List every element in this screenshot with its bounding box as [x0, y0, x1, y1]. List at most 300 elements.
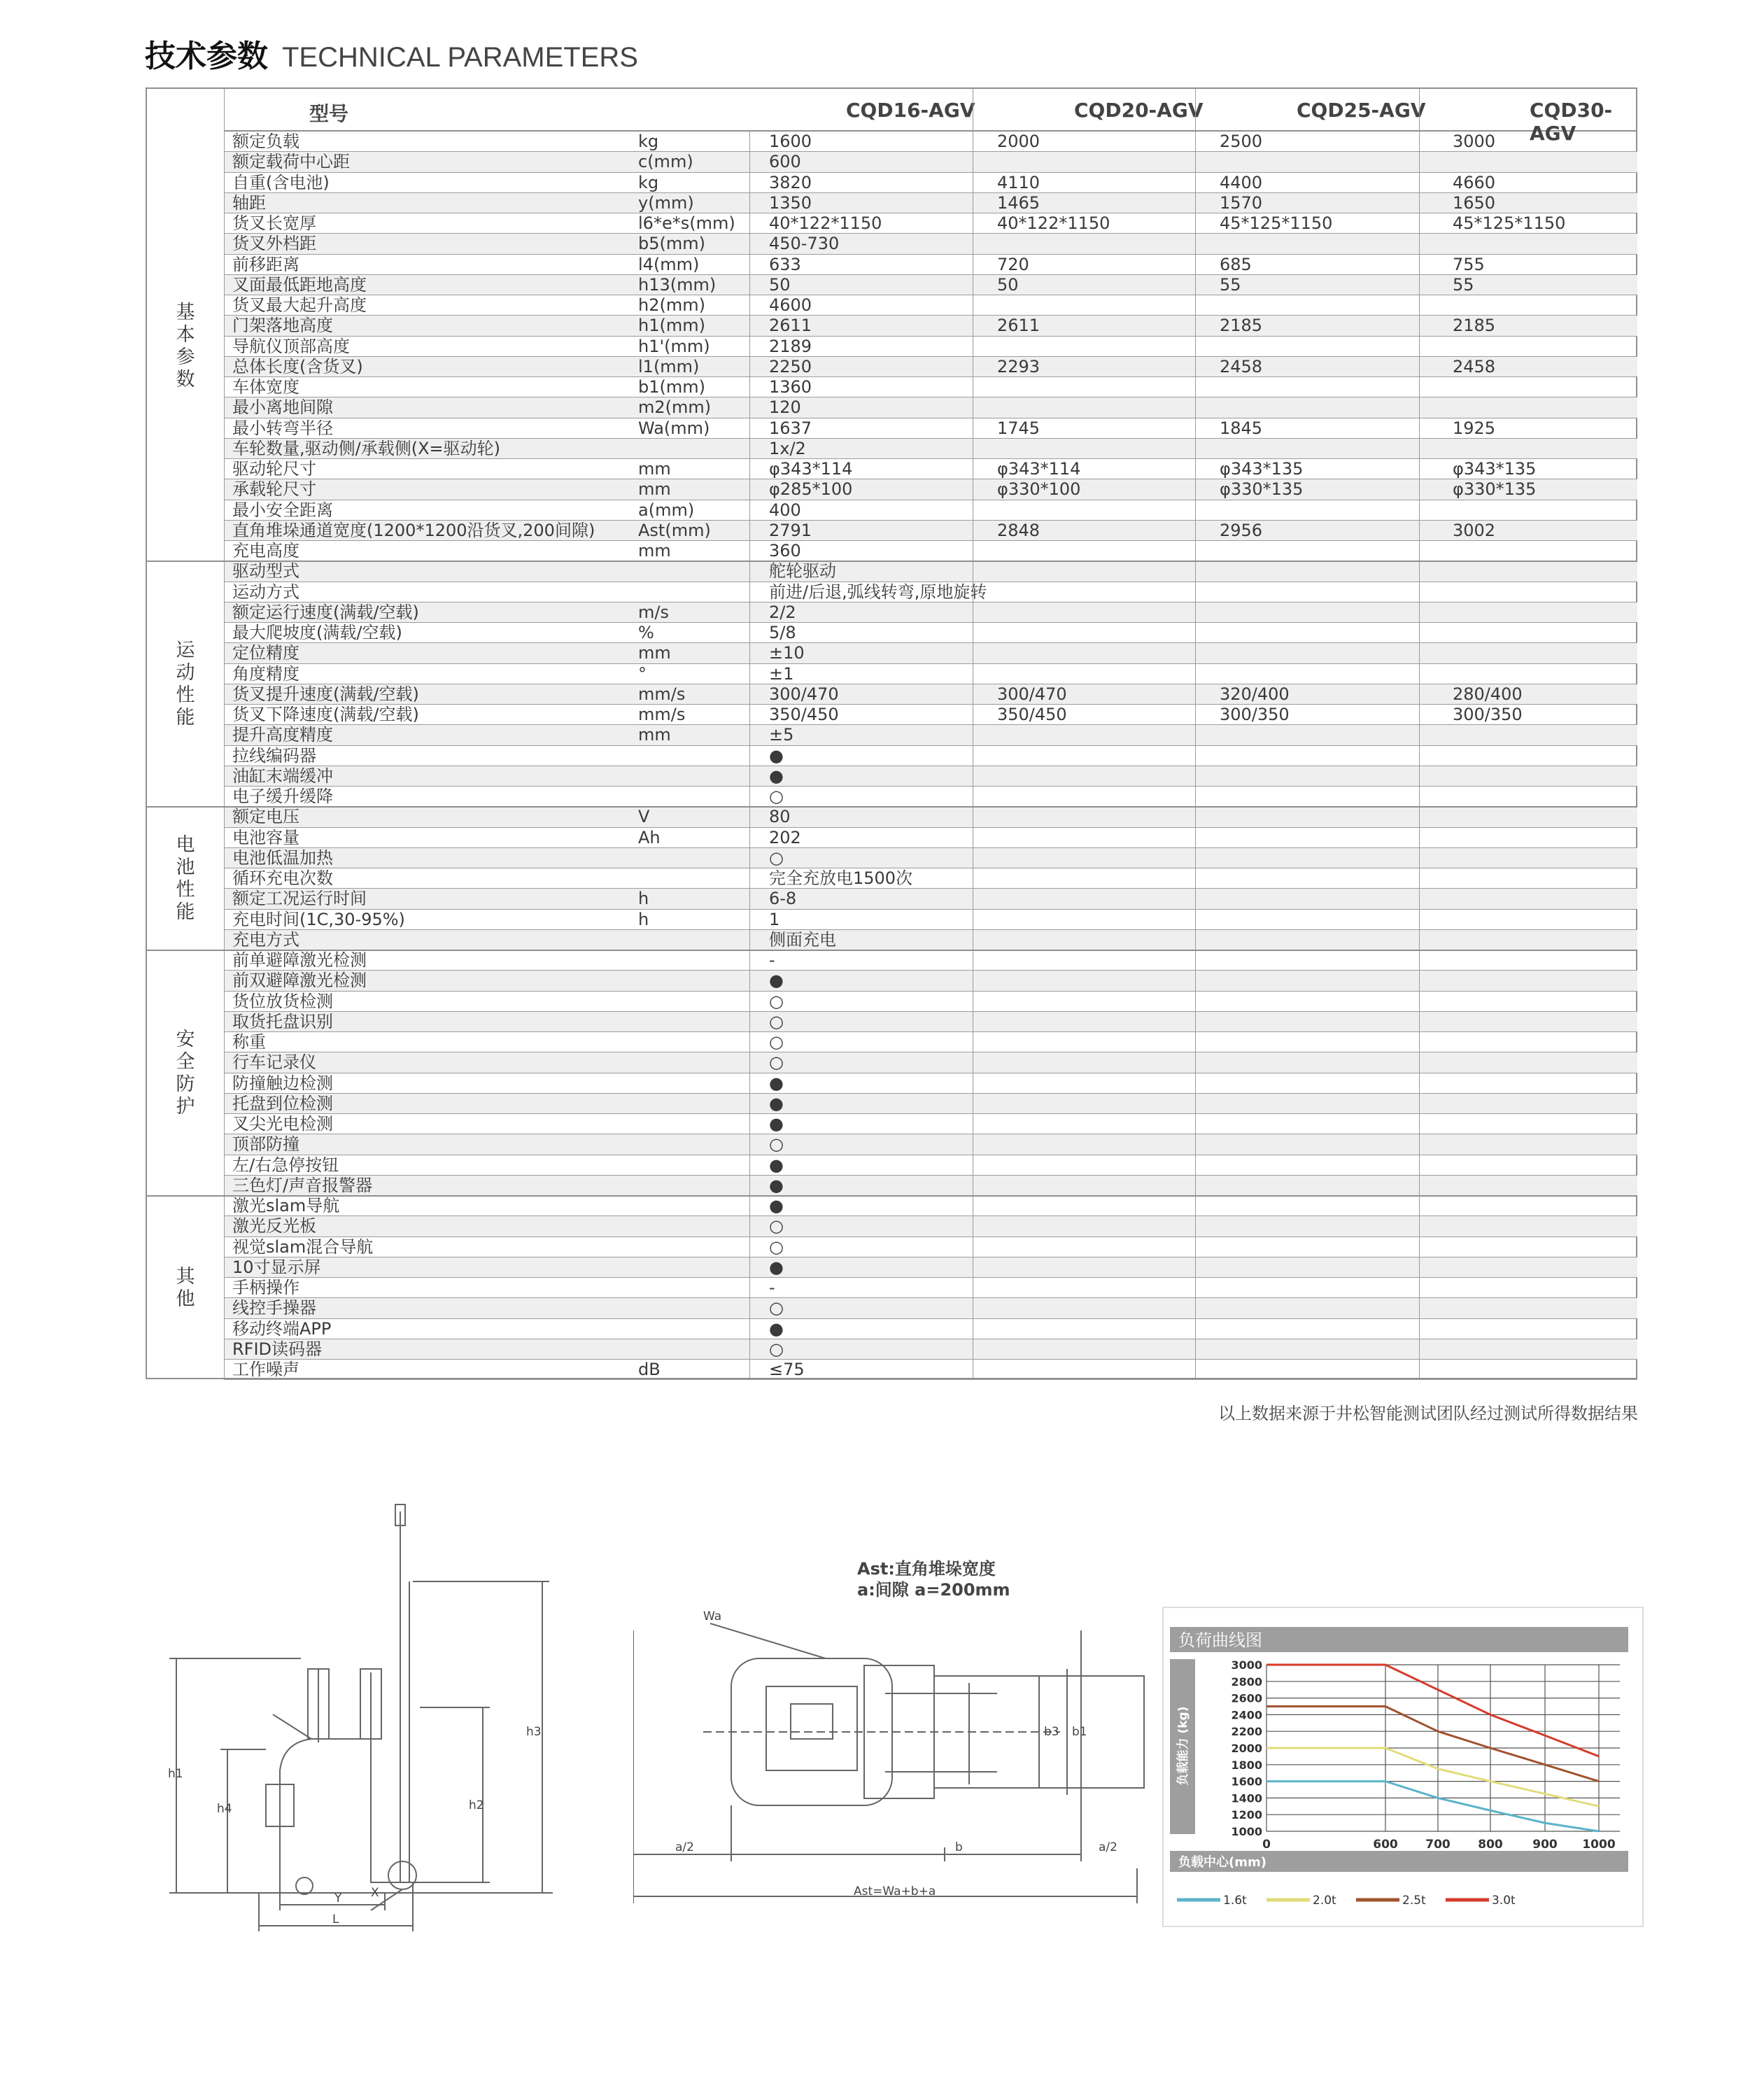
- param-value: 2189: [769, 336, 812, 356]
- param-name: 电池低温加热: [232, 847, 333, 868]
- param-value: 2611: [769, 316, 812, 336]
- section-label: [147, 132, 224, 561]
- param-unit: h2(mm): [638, 295, 705, 315]
- table-row: [224, 868, 1637, 889]
- table-row: [224, 500, 1637, 521]
- header-model-1: CQD16-AGV: [846, 99, 975, 122]
- param-unit: b5(mm): [638, 234, 705, 254]
- y-tick-label: 2200: [1231, 1725, 1262, 1739]
- x-tick-label: 900: [1532, 1838, 1558, 1852]
- table-row: [224, 1155, 1637, 1176]
- table-row: [224, 234, 1637, 254]
- param-name: 提升高度精度: [232, 725, 333, 745]
- table-row: [224, 950, 1637, 971]
- param-value: 1745: [997, 418, 1040, 438]
- page-title: [145, 31, 638, 76]
- param-value: 1925: [1453, 418, 1496, 438]
- table-row: [224, 295, 1637, 316]
- table-row: [224, 1319, 1637, 1339]
- table-row: [224, 173, 1637, 193]
- param-name: 车轮数量,驱动侧/承载侧(X=驱动轮): [232, 438, 500, 458]
- table-row: [224, 561, 1637, 582]
- param-value: 2791: [769, 520, 812, 540]
- param-value: ○: [769, 787, 784, 806]
- param-unit: mm: [638, 479, 671, 500]
- param-value: 侧面充电: [769, 929, 836, 950]
- param-name: 线控手操器: [232, 1298, 316, 1318]
- table-row: [224, 439, 1637, 459]
- param-value: 40*122*1150: [997, 213, 1110, 233]
- param-value: 320/400: [1220, 684, 1290, 704]
- param-value: 1350: [769, 192, 812, 213]
- param-name: 货叉最大起升高度: [232, 295, 367, 315]
- param-name: 定位精度: [232, 643, 299, 663]
- header-model-4: CQD30-AGV: [1530, 99, 1613, 145]
- param-value: φ330*135: [1220, 479, 1304, 500]
- section-label: [147, 1196, 224, 1380]
- param-name: 防撞触边检测: [232, 1073, 333, 1093]
- section-divider: [147, 950, 1637, 951]
- param-value: ●: [769, 1175, 784, 1195]
- table-row: [224, 255, 1637, 275]
- param-value: 2185: [1453, 316, 1496, 336]
- table-row: [224, 725, 1637, 745]
- header-model-3: CQD25-AGV: [1297, 99, 1426, 122]
- table-row: [224, 787, 1637, 807]
- table-row: [224, 766, 1637, 787]
- param-name: 充电时间(1C,30-95%): [232, 909, 405, 929]
- param-value: 2458: [1220, 356, 1263, 376]
- param-unit: Wa(mm): [638, 418, 710, 438]
- param-name: 电池容量: [232, 827, 299, 847]
- param-name: 货叉提升速度(满载/空载): [232, 684, 419, 704]
- param-name: 最大爬坡度(满载/空载): [232, 623, 402, 642]
- param-unit: a(mm): [638, 500, 695, 520]
- param-unit: c(mm): [638, 152, 693, 172]
- table-row: [224, 705, 1637, 725]
- param-name: 称重: [232, 1032, 266, 1052]
- param-value: 4660: [1453, 172, 1496, 192]
- param-name: 激光slam导航: [232, 1196, 340, 1215]
- table-row: [224, 643, 1637, 663]
- param-name: 叉尖光电检测: [232, 1114, 333, 1134]
- top-view-title: Ast:直角堆垛宽度: [857, 1559, 996, 1579]
- table-row: [224, 889, 1637, 909]
- section-divider: [147, 561, 1637, 562]
- param-value: 1: [769, 909, 780, 929]
- param-value: 280/400: [1453, 684, 1523, 704]
- param-name: 油缸末端缓冲: [232, 766, 333, 786]
- top-view-drawing: [633, 1553, 1165, 1917]
- param-name: 驱动轮尺寸: [232, 459, 316, 479]
- title-en: TECHNICAL PARAMETERS: [282, 42, 638, 73]
- section-label-text: 安全防护: [176, 1028, 195, 1118]
- param-value: 350/450: [769, 705, 839, 724]
- param-name: 额定运行速度(满载/空载): [232, 602, 419, 622]
- param-unit: Ah: [638, 827, 661, 847]
- label-a-half-left: a/2: [675, 1840, 694, 1854]
- label-h4: h4: [217, 1802, 232, 1816]
- table-row: [224, 746, 1637, 766]
- table-row: [224, 1298, 1637, 1318]
- param-name: 取货托盘识别: [232, 1011, 333, 1031]
- table-row: [224, 1360, 1637, 1380]
- table-row: [224, 1196, 1637, 1216]
- y-tick-label: 2400: [1231, 1708, 1262, 1722]
- param-value: φ343*135: [1220, 459, 1304, 479]
- param-unit: kg: [638, 132, 659, 151]
- param-name: 货叉长宽厚: [232, 213, 316, 233]
- x-tick-label: 0: [1262, 1838, 1271, 1852]
- section-label-text: 电池性能: [176, 833, 195, 923]
- param-name: 总体长度(含货叉): [232, 356, 363, 376]
- section-label: [147, 807, 224, 950]
- table-row: [224, 479, 1637, 500]
- section-label: [147, 561, 224, 807]
- param-value: 2000: [997, 132, 1040, 151]
- param-value: 50: [997, 274, 1019, 295]
- param-value: -: [769, 950, 775, 970]
- table-row: [224, 1257, 1637, 1278]
- param-value: 4110: [997, 172, 1040, 192]
- table-row: [224, 1073, 1637, 1094]
- param-unit: h1(mm): [638, 316, 705, 336]
- table-row: [224, 582, 1637, 602]
- table-row: [224, 1278, 1637, 1298]
- param-name: 激光反光板: [232, 1216, 316, 1236]
- param-name: 移动终端APP: [232, 1318, 332, 1339]
- section-divider: [147, 806, 1637, 808]
- table-row: [224, 459, 1637, 479]
- table-row: [224, 275, 1637, 295]
- param-name: 额定电压: [232, 807, 299, 827]
- param-value: ○: [769, 847, 784, 868]
- param-name: 最小转弯半径: [232, 418, 333, 438]
- table-row: [224, 1134, 1637, 1155]
- param-name: 车体宽度: [232, 377, 299, 397]
- section-label-text: 运动性能: [176, 639, 195, 728]
- param-value: 1360: [769, 377, 812, 397]
- param-value: ●: [769, 1318, 784, 1339]
- table-row: [224, 377, 1637, 397]
- param-name: 货叉下降速度(满载/空载): [232, 705, 419, 724]
- param-value: 720: [997, 254, 1029, 274]
- table-row: [224, 930, 1637, 950]
- param-value: 2293: [997, 356, 1040, 376]
- label-h2: h2: [469, 1798, 484, 1812]
- param-name: 货叉外档距: [232, 234, 316, 254]
- table-row: [224, 1012, 1637, 1032]
- x-tick-label: 700: [1425, 1838, 1451, 1852]
- title-zh: 技术参数: [145, 38, 268, 74]
- param-name: 运动方式: [232, 582, 299, 602]
- param-name: 前单避障激光检测: [232, 950, 367, 970]
- param-value: φ330*100: [997, 479, 1081, 500]
- y-tick-label: 2800: [1231, 1675, 1262, 1689]
- top-view-subtitle: a:间隙 a=200mm: [857, 1580, 1010, 1600]
- param-name: 最小安全距离: [232, 500, 333, 520]
- param-value: ●: [769, 971, 784, 991]
- section-divider: [147, 1195, 1637, 1197]
- param-unit: b1(mm): [638, 377, 705, 397]
- divider: [749, 132, 750, 1378]
- param-value: 350/450: [997, 705, 1067, 724]
- param-value: ●: [769, 1196, 784, 1215]
- param-value: ○: [769, 1032, 784, 1052]
- param-value: 360: [769, 541, 801, 561]
- param-unit: V: [638, 807, 650, 827]
- param-value: 80: [769, 807, 791, 827]
- param-name: 托盘到位检测: [232, 1093, 333, 1113]
- table-row: [224, 1094, 1637, 1114]
- param-value: ●: [769, 1073, 784, 1093]
- y-tick-label: 1600: [1231, 1775, 1262, 1789]
- param-value: 55: [1453, 274, 1474, 295]
- param-name: 手柄操作: [232, 1278, 299, 1297]
- param-value: 1600: [769, 132, 812, 151]
- param-value: ○: [769, 1236, 784, 1257]
- table-row: [224, 1052, 1637, 1073]
- param-value: 600: [769, 152, 801, 172]
- table-row: [224, 397, 1637, 418]
- legend-label: 2.5t: [1402, 1894, 1426, 1908]
- param-name: RFID读码器: [232, 1339, 323, 1359]
- label-y: Y: [334, 1891, 342, 1905]
- param-name: 顶部防撞: [232, 1134, 299, 1155]
- label-h3: h3: [526, 1725, 542, 1739]
- param-value: φ285*100: [769, 479, 853, 500]
- param-name: 拉线编码器: [232, 745, 316, 766]
- table-row: [224, 521, 1637, 541]
- param-unit: l4(mm): [638, 254, 700, 274]
- param-name: 承载轮尺寸: [232, 479, 316, 500]
- table-row: [224, 213, 1637, 234]
- table-row: [224, 971, 1637, 991]
- section-label-text: 基本参数: [176, 302, 195, 391]
- param-name: 电子缓升缓降: [232, 787, 333, 806]
- x-tick-label: 800: [1478, 1838, 1503, 1852]
- section-label-text: 其他: [176, 1265, 195, 1310]
- header-model-2: CQD20-AGV: [1074, 99, 1204, 122]
- param-value: ●: [769, 1257, 784, 1277]
- param-name: 驱动型式: [232, 561, 299, 582]
- label-b1: b1: [1072, 1725, 1087, 1739]
- param-value: ●: [769, 766, 784, 786]
- legend-label: 1.6t: [1223, 1894, 1247, 1908]
- data-source-note: 以上数据来源于井松智能测试团队经过测试所得数据结果: [1218, 1404, 1638, 1423]
- table-row: [224, 1216, 1637, 1236]
- label-h1: h1: [168, 1767, 183, 1781]
- divider: [224, 89, 225, 1378]
- y-tick-label: 2000: [1231, 1742, 1262, 1755]
- divider: [1419, 89, 1420, 1378]
- label-ast: Ast=Wa+b+a: [854, 1884, 936, 1898]
- param-value: 1570: [1220, 192, 1263, 213]
- param-value: 300/470: [997, 684, 1067, 704]
- table-row: [224, 910, 1637, 930]
- table-row: [224, 357, 1637, 377]
- param-name: 额定工况运行时间: [232, 889, 367, 909]
- table-row: [224, 1114, 1637, 1134]
- param-value: 3000: [1453, 132, 1496, 151]
- param-name: 充电方式: [232, 929, 299, 950]
- param-unit: kg: [638, 172, 659, 192]
- param-value: φ343*135: [1453, 459, 1537, 479]
- param-name: 工作噪声: [232, 1360, 299, 1379]
- spec-table: [146, 87, 1637, 1379]
- param-value: 5/8: [769, 623, 796, 642]
- param-unit: h13(mm): [638, 274, 717, 295]
- param-unit: h1'(mm): [638, 336, 710, 356]
- param-value: 300/470: [769, 684, 839, 704]
- param-value: 3820: [769, 172, 812, 192]
- param-unit: mm/s: [638, 705, 686, 724]
- param-value: 3002: [1453, 520, 1496, 540]
- table-row: [224, 132, 1637, 152]
- y-tick-label: 1200: [1231, 1808, 1262, 1822]
- param-unit: mm/s: [638, 684, 686, 704]
- table-row: [224, 1339, 1637, 1360]
- label-l: L: [332, 1912, 339, 1926]
- y-tick-label: 2600: [1231, 1691, 1262, 1705]
- y-tick-label: 1800: [1231, 1758, 1262, 1772]
- x-tick-label: 600: [1373, 1838, 1398, 1852]
- table-row: [224, 1032, 1637, 1052]
- param-value: ○: [769, 1339, 784, 1359]
- table-row: [224, 828, 1637, 848]
- param-unit: mm: [638, 541, 671, 561]
- legend-label: 2.0t: [1313, 1894, 1336, 1908]
- param-name: 前移距离: [232, 254, 299, 274]
- param-value: φ343*114: [769, 459, 853, 479]
- param-value: ○: [769, 1011, 784, 1031]
- param-value: ±5: [769, 725, 794, 745]
- param-value: 2/2: [769, 602, 796, 622]
- param-value: 4400: [1220, 172, 1263, 192]
- param-value: 前进/后退,弧线转弯,原地旋转: [769, 582, 987, 602]
- section-label: [147, 950, 224, 1196]
- param-value: ≤75: [769, 1360, 805, 1379]
- param-value: 202: [769, 827, 801, 847]
- load-curve-chart: [1162, 1606, 1644, 1928]
- table-row: [224, 418, 1637, 439]
- param-value: 1465: [997, 192, 1040, 213]
- param-value: 2458: [1453, 356, 1496, 376]
- param-value: ○: [769, 1052, 784, 1073]
- table-row: [224, 337, 1637, 357]
- param-value: ○: [769, 1134, 784, 1155]
- label-wa: Wa: [703, 1609, 722, 1623]
- param-value: 舵轮驱动: [769, 561, 836, 582]
- param-unit: h: [638, 889, 649, 909]
- param-unit: mm: [638, 725, 671, 745]
- x-tick-label: 1000: [1582, 1838, 1616, 1852]
- param-value: 300/350: [1453, 705, 1523, 724]
- param-value: 1650: [1453, 192, 1496, 213]
- y-axis-label: 负载能力 (kg): [1176, 1706, 1190, 1786]
- param-unit: l6*e*s(mm): [638, 213, 735, 233]
- side-view-drawing: [161, 1498, 560, 1952]
- table-row: [224, 684, 1637, 705]
- param-value: 2250: [769, 356, 812, 376]
- label-x: X: [371, 1886, 379, 1900]
- param-name: 门架落地高度: [232, 316, 333, 336]
- param-value: ○: [769, 991, 784, 1011]
- param-name: 10寸显示屏: [232, 1257, 321, 1277]
- table-row: [224, 807, 1637, 827]
- param-value: 1637: [769, 418, 812, 438]
- param-unit: m2(mm): [638, 397, 712, 418]
- table-row: [224, 193, 1637, 213]
- param-unit: l1(mm): [638, 356, 700, 376]
- param-name: 最小离地间隙: [232, 397, 333, 418]
- param-value: 755: [1453, 254, 1485, 274]
- param-name: 自重(含电池): [232, 172, 330, 192]
- param-name: 左/右急停按钮: [232, 1155, 339, 1175]
- param-name: 导航仪顶部高度: [232, 336, 350, 356]
- table-row: [224, 1237, 1637, 1257]
- param-value: 45*125*1150: [1453, 213, 1566, 233]
- param-value: ●: [769, 745, 784, 766]
- param-value: ●: [769, 1155, 784, 1175]
- param-value: -: [769, 1278, 775, 1297]
- param-unit: °: [638, 663, 647, 684]
- label-b3: b3: [1044, 1725, 1059, 1739]
- y-tick-label: 1400: [1231, 1791, 1262, 1805]
- param-value: 1x/2: [769, 438, 806, 458]
- label-a-half-right: a/2: [1099, 1840, 1117, 1854]
- table-row: [224, 316, 1637, 336]
- y-tick-label: 3000: [1231, 1658, 1262, 1672]
- table-row: [224, 664, 1637, 684]
- param-value: 45*125*1150: [1220, 213, 1333, 233]
- param-value: 1845: [1220, 418, 1263, 438]
- param-unit: %: [638, 623, 654, 642]
- param-name: 轴距: [232, 192, 266, 213]
- param-value: 6-8: [769, 889, 797, 909]
- param-value: 2500: [1220, 132, 1263, 151]
- param-value: ±10: [769, 643, 805, 663]
- param-value: 2611: [997, 316, 1040, 336]
- param-value: ○: [769, 1216, 784, 1236]
- param-name: 额定负载: [232, 132, 299, 151]
- param-name: 三色灯/声音报警器: [232, 1175, 373, 1195]
- y-tick-label: 1000: [1231, 1825, 1262, 1838]
- table-row: [224, 1176, 1637, 1196]
- param-value: ○: [769, 1298, 784, 1318]
- param-value: 2185: [1220, 316, 1263, 336]
- table-row: [224, 152, 1637, 172]
- param-value: 50: [769, 274, 791, 295]
- param-name: 循环充电次数: [232, 868, 333, 888]
- param-value: 2848: [997, 520, 1040, 540]
- param-name: 视觉slam混合导航: [232, 1236, 374, 1257]
- param-name: 行车记录仪: [232, 1052, 316, 1073]
- divider: [1195, 89, 1196, 1378]
- param-value: 40*122*1150: [769, 213, 882, 233]
- legend-label: 3.0t: [1492, 1894, 1516, 1908]
- param-value: 4600: [769, 295, 812, 315]
- param-unit: y(mm): [638, 192, 694, 213]
- param-name: 直角堆垛通道宽度(1200*1200沿货叉,200间隙): [232, 520, 595, 540]
- param-unit: h: [638, 909, 649, 929]
- param-value: 400: [769, 500, 801, 520]
- header-param: 型号: [309, 102, 349, 125]
- param-unit: m/s: [638, 602, 669, 622]
- param-name: 前双避障激光检测: [232, 971, 367, 991]
- param-value: 685: [1220, 254, 1252, 274]
- param-value: 55: [1220, 274, 1241, 295]
